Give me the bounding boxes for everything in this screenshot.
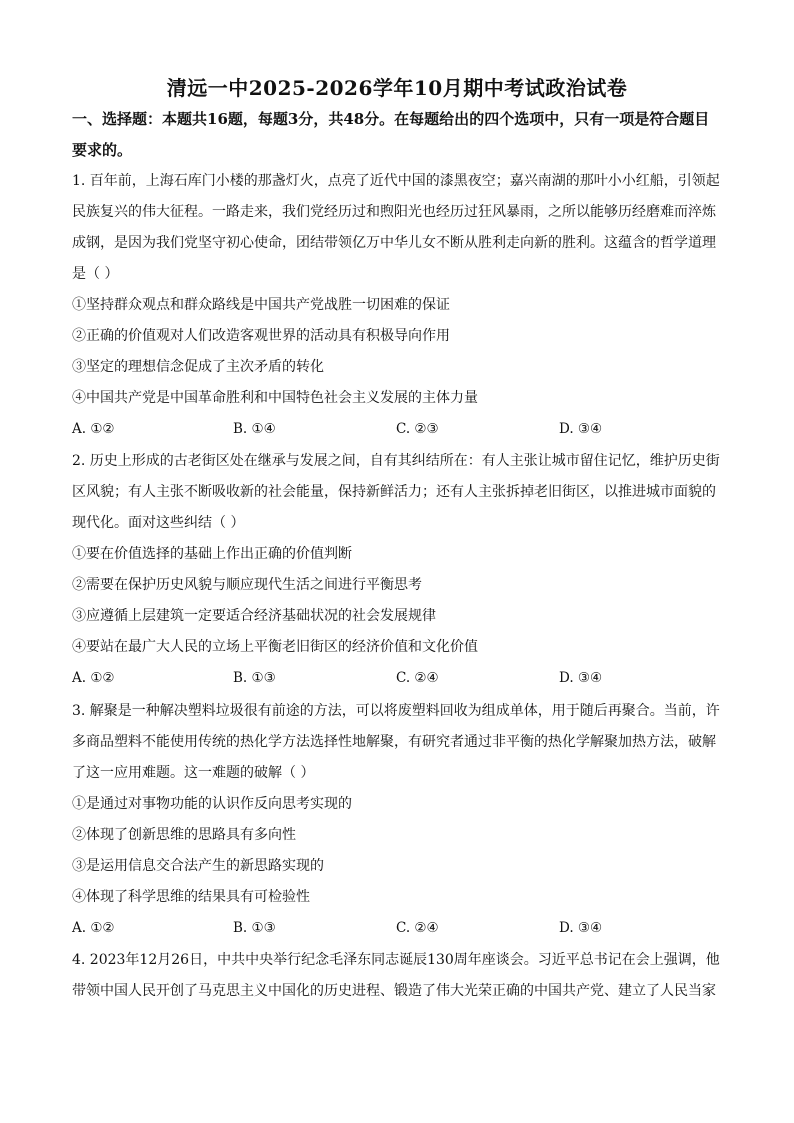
statement-option: ①是通过对事物功能的认识作反向思考实现的 [72, 796, 352, 812]
choice-a: A. ①② [72, 670, 115, 686]
choice-d: D. ③④ [559, 920, 603, 936]
question-stem: 1. 百年前，上海石库门小楼的那盏灯火，点亮了近代中国的漆黑夜空；嘉兴南湖的那叶小小红船，引领起民族复兴的伟大征程。一路走来，我们党经历过和煦阳光也经历过狂风暴雨，之所以能够历经磨难而淬炼成钢，是因为我们党坚守初心使命，团结带领亿万中华儿女不断从胜利走向新的胜利。这蕴含的哲学道理是（ ） [72, 173, 720, 282]
statement-option: ④中国共产党是中国革命胜利和中国特色社会主义发展的主体力量 [72, 390, 478, 406]
question-1 [72, 166, 724, 445]
page-title: 清远一中2025-2026学年10月期中考试政治试卷 [166, 76, 628, 100]
statement-option: ③是运用信息交合法产生的新思路实现的 [72, 858, 324, 874]
statement-option: ④体现了科学思维的结果具有可检验性 [72, 889, 310, 905]
choice-b: B. ①④ [233, 421, 276, 437]
question-2 [72, 446, 724, 694]
answer-choices [72, 913, 724, 944]
choice-d: D. ③④ [559, 421, 603, 437]
choice-c: C. ②③ [396, 421, 439, 437]
question-stem: 2. 历史上形成的古老街区处在继承与发展之间，自有其纠结所在：有人主张让城市留住记忆，维护历史街区风貌；有人主张不断吸收新的社会能量，保持新鲜活力；还有人主张拆掉老旧街区，以推进城市面貌的现代化。面对这些纠结（ ） [72, 453, 720, 531]
statement-option: ①坚持群众观点和群众路线是中国共产党战胜一切困难的保证 [72, 297, 450, 313]
question-stem: 4. 2023年12月26日，中共中央举行纪念毛泽东同志诞辰130周年座谈会。习近平总书记在会上强调，他带领中国人民开创了马克思主义中国化的历史进程、锻造了伟大光荣正确的中国共产党、建立了人民当家 [72, 952, 720, 999]
choice-b: B. ①③ [233, 920, 276, 936]
section-heading: 一、选择题：本题共16题，每题3分，共48分。在每题给出的四个选项中，只有一项是符合题目要求的。 [72, 110, 710, 159]
statement-option: ②需要在保护历史风貌与顺应现代生活之间进行平衡思考 [72, 577, 422, 593]
statement-option: ③应遵循上层建筑一定要适合经济基础状况的社会发展规律 [72, 608, 436, 624]
choice-c: C. ②④ [396, 920, 439, 936]
choice-d: D. ③④ [559, 670, 603, 686]
statement-option: ③坚定的理想信念促成了主次矛盾的转化 [72, 359, 324, 375]
answer-choices [72, 663, 724, 694]
statement-option: ④要站在最广大人民的立场上平衡老旧街区的经济价值和文化价值 [72, 639, 478, 655]
choice-a: A. ①② [72, 920, 115, 936]
choice-c: C. ②④ [396, 670, 439, 686]
statement-option: ②正确的价值观对人们改造客观世界的活动具有积极导向作用 [72, 328, 450, 344]
answer-choices [72, 414, 724, 445]
statement-option: ①要在价值选择的基础上作出正确的价值判断 [72, 546, 352, 562]
choice-b: B. ①③ [233, 670, 276, 686]
choice-a: A. ①② [72, 421, 115, 437]
statement-option: ②体现了创新思维的思路具有多向性 [72, 827, 296, 843]
question-3 [72, 696, 724, 944]
question-stem: 3. 解聚是一种解决塑料垃圾很有前途的方法，可以将废塑料回收为组成单体，用于随后再聚合。当前，许多商品塑料不能使用传统的热化学方法选择性地解聚，有研究者通过非平衡的热化学解聚加热方法，破解了这一应用难题。这一难题的破解（ ） [72, 703, 720, 781]
question-4 [72, 945, 724, 1007]
